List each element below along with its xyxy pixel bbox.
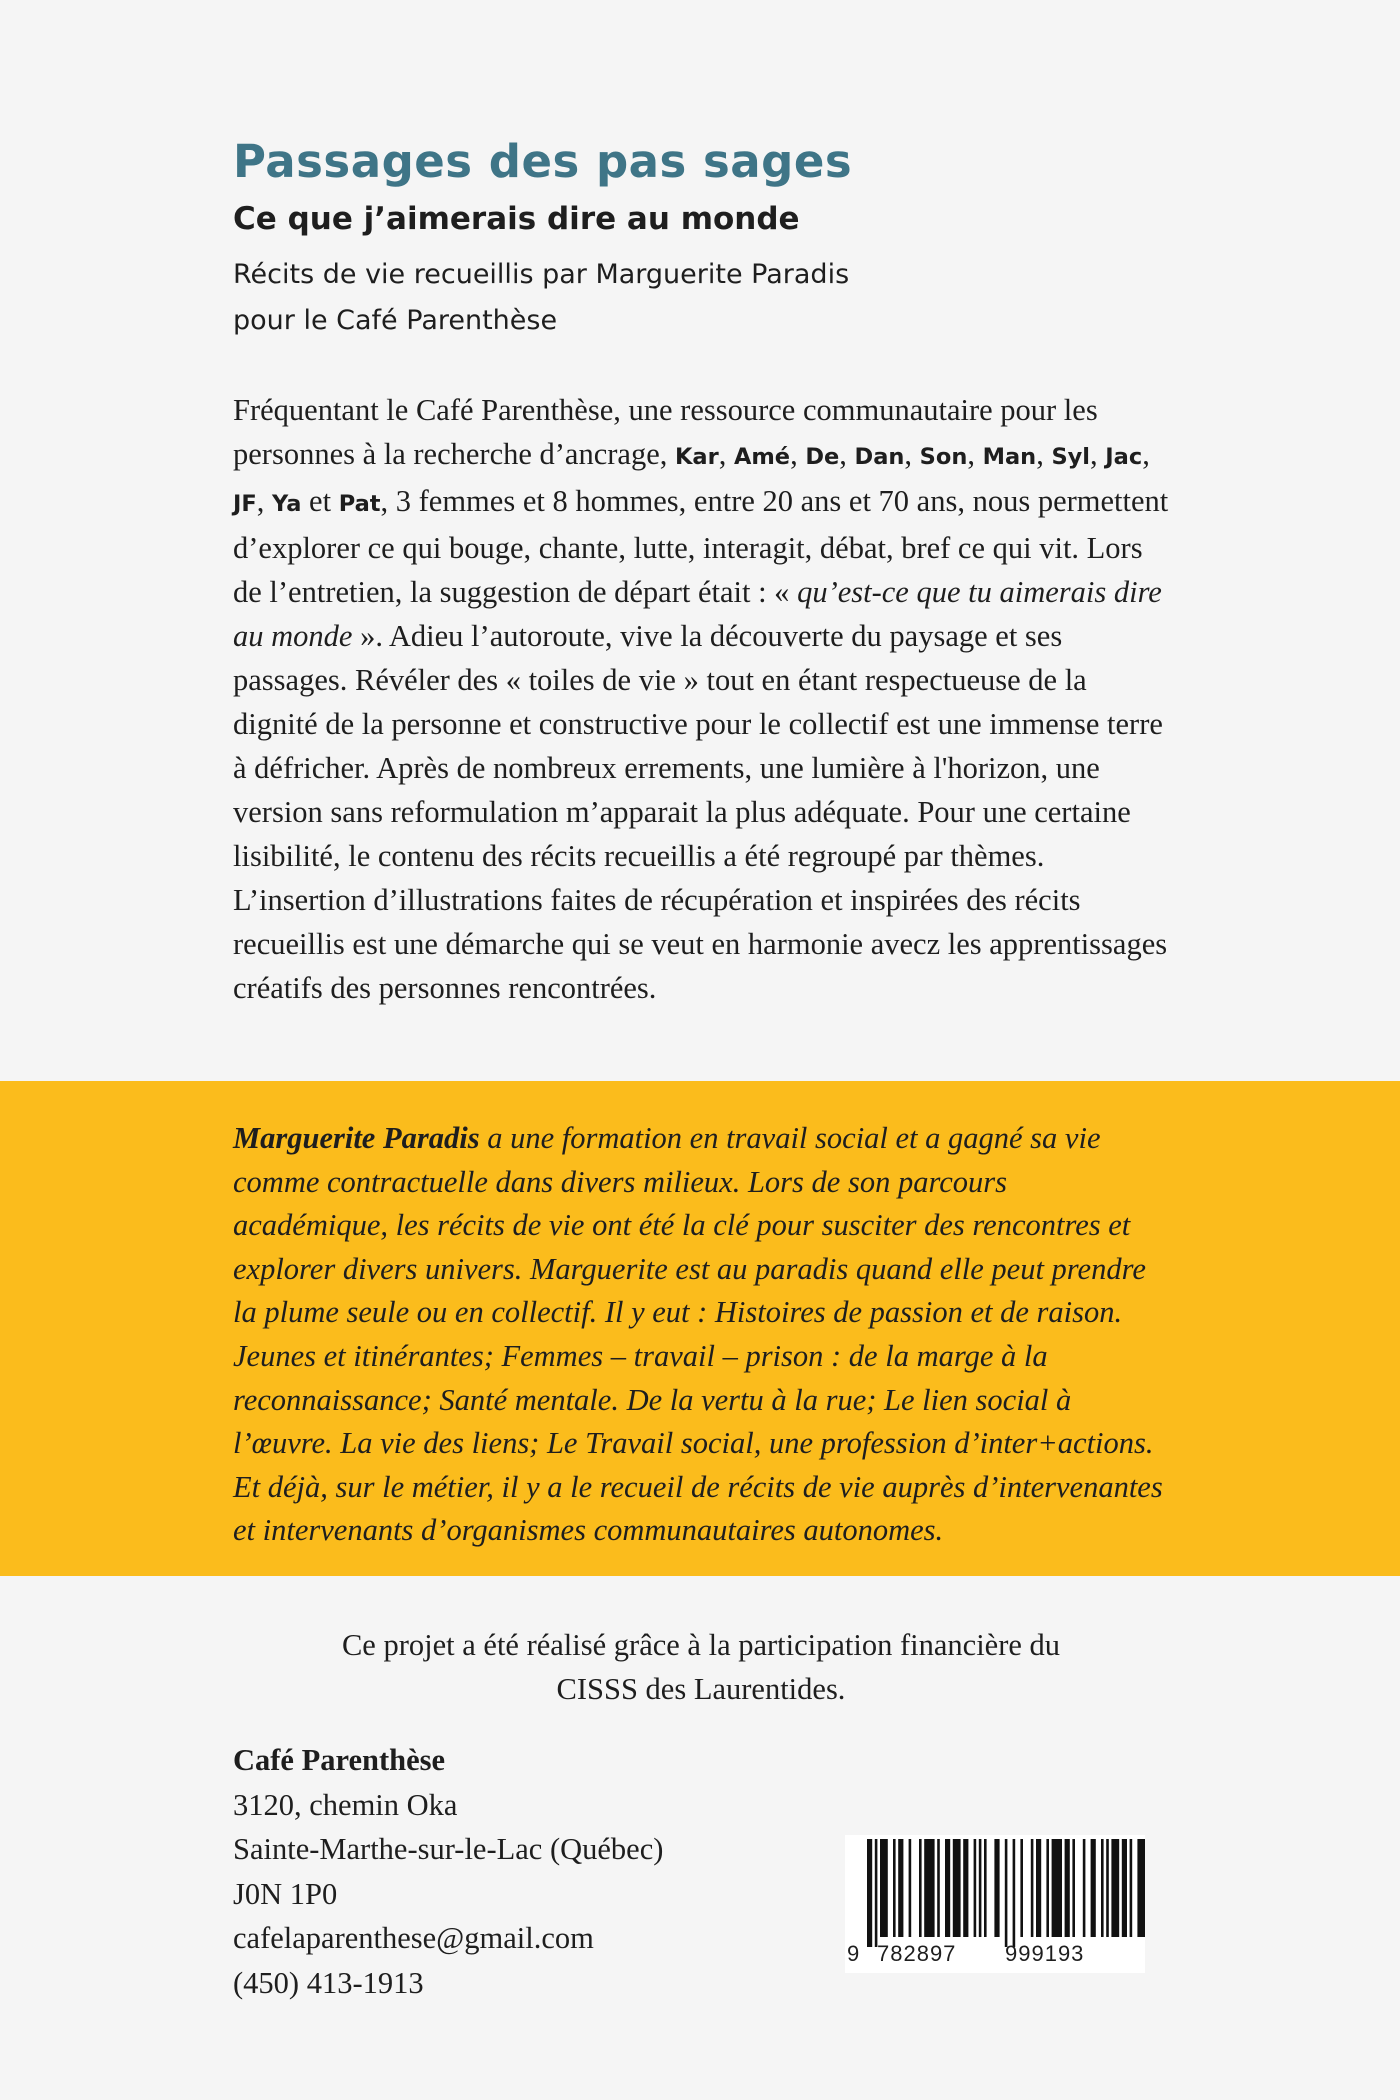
credit-line-1: Récits de vie recueillis par Marguerite Paradis	[233, 259, 850, 290]
postal-code: J0N 1P0	[233, 1876, 338, 1911]
barcode-bar	[1065, 1839, 1070, 1937]
participant-name: Kar	[674, 444, 719, 470]
city: Sainte-Marthe-sur-le-Lac (Québec)	[233, 1832, 664, 1866]
author-name: Marguerite Paradis	[233, 1121, 480, 1155]
participant-name: Syl	[1051, 444, 1091, 470]
author-bio-text: a une formation en travail social et a gagné sa vie comme contractuelle dans divers milieux. Lors de son parcours académique, les récits de vie ont été la clé pour susciter des rencontres et explorer divers univers. Marguerite est au paradis quand elle peut prendre la plume seule ou en collectif. Il y eut : Histoires de passion et de raison. Jeunes et itinérantes; Femmes – travail – prison : de la marge à la reconnaissance; Santé mentale. De la vertu à la rue; Le lien social à l’œuvre. La vie des liens; Le Travail social, une profession d’inter+actions. Et déjà, sur le métier, il y a le recueil de récits de vie auprès d’intervenantes et intervenants d’organismes communautaires autonomes.	[233, 1121, 1163, 1548]
intro-text-1: Fréquentant le Café Parenthèse, une ressource communautaire pour les personnes à la recherche d’ancrage,	[233, 393, 1098, 471]
participant-name: Dan	[854, 444, 905, 470]
isbn-left-group: 782897	[877, 1941, 957, 1966]
participant-name: De	[805, 444, 840, 470]
barcode-bar	[1031, 1839, 1034, 1937]
participant-names: Kar, Amé, De, Dan, Son, Man, Syl, Jac, JF, Ya et Pat	[233, 437, 1150, 518]
funding-line-2: CISSS des Laurentides.	[556, 1672, 846, 1706]
barcode-bar	[919, 1839, 922, 1937]
participant-name: JF	[233, 491, 257, 517]
book-title: Passages des pas sages	[233, 135, 853, 188]
author-bio	[233, 1117, 1169, 1553]
barcode-bar	[963, 1839, 968, 1937]
barcode-bar	[953, 1839, 961, 1937]
participant-name: Amé	[733, 444, 791, 470]
participant-name: Son	[919, 444, 968, 470]
barcode-bar	[994, 1839, 999, 1937]
credit-line-2: pour le Café Parenthèse	[233, 305, 558, 336]
barcode-bar	[984, 1839, 987, 1937]
isbn-right-group: 999193	[1005, 1941, 1085, 1966]
funding-line-1: Ce projet a été réalisé grâce à la participation financière du	[341, 1628, 1061, 1662]
barcode-bar	[1020, 1839, 1023, 1937]
barcode-bar	[974, 1839, 977, 1937]
barcode-bar	[1137, 1839, 1145, 1937]
barcode-bar	[1101, 1839, 1104, 1937]
barcode-bar	[867, 1839, 872, 1947]
contact-address	[233, 1738, 873, 2005]
funding-notice	[233, 1623, 1169, 1711]
barcode-bar	[937, 1839, 940, 1937]
title-block	[233, 132, 1213, 344]
intro-paragraph	[233, 388, 1169, 1010]
participant-name: Man	[982, 444, 1037, 470]
barcode-bar	[1072, 1839, 1075, 1937]
barcode-bar	[1036, 1839, 1041, 1937]
barcode-bar	[1130, 1839, 1133, 1937]
credit-line	[233, 252, 1213, 344]
barcode-bar	[909, 1839, 912, 1937]
barcode-bars	[845, 1835, 1145, 1947]
organization-name: Café Parenthèse	[233, 1743, 446, 1777]
participant-name: Pat	[338, 491, 381, 517]
barcode-bar	[893, 1839, 896, 1937]
barcode-bar	[1013, 1839, 1016, 1947]
isbn-lead-digit: 9	[847, 1941, 861, 1966]
intro-text-2: , 3 femmes et 8 hommes, entre 20 ans et 70 ans, nous permettent d’explorer ce qui bouge, chante, lutte, interagit, débat, bref ce qui vit. Lors de l’entretien, la suggestion de départ était : «	[233, 484, 1169, 609]
barcode-bar	[898, 1839, 903, 1937]
email-address: cafelaparenthese@gmail.com	[233, 1921, 594, 1955]
participant-name: Ya	[272, 491, 302, 517]
barcode-bar	[875, 1839, 878, 1947]
book-subtitle: Ce que j’aimerais dire au monde	[233, 201, 800, 237]
barcode-bar	[979, 1839, 982, 1937]
street-address: 3120, chemin Oka	[233, 1787, 458, 1822]
barcode-bar	[1083, 1839, 1086, 1937]
barcode-bar	[1111, 1839, 1119, 1937]
intro-question: qu’est-ce que tu aimerais dire au monde	[233, 575, 1162, 653]
participant-name: Jac	[1105, 444, 1143, 470]
barcode-bar	[1091, 1839, 1096, 1937]
barcode-bar	[880, 1839, 888, 1937]
barcode-bar	[924, 1839, 934, 1937]
barcode-bar	[945, 1839, 950, 1937]
barcode-bar	[1052, 1839, 1062, 1937]
barcode-bar	[1106, 1839, 1109, 1937]
barcode-bar	[1122, 1839, 1127, 1937]
intro-text-3: ». Adieu l’autoroute, vive la découverte du paysage et ses passages. Révéler des « toiles de vie » tout en étant respectueuse de la dignité de la personne et constructive pour le collectif est une immense terre à défricher. Après de nombreux errements, une lumière à l'horizon, une version sans reformulation m’apparait la plus adéquate. Pour une certaine lisibilité, le contenu des récits recueillis a été regroupé par thèmes. L’insertion d’illustrations faites de récupération et inspirées des récits recueillis est une démarche qui se veut en harmonie avecz les apprentissages créatifs des personnes rencontrées.	[233, 619, 1168, 1005]
barcode-bar	[1046, 1839, 1049, 1937]
barcode-bar	[1005, 1839, 1008, 1947]
isbn-barcode	[845, 1835, 1145, 1973]
phone-number: (450) 413-1913	[233, 1965, 424, 2000]
